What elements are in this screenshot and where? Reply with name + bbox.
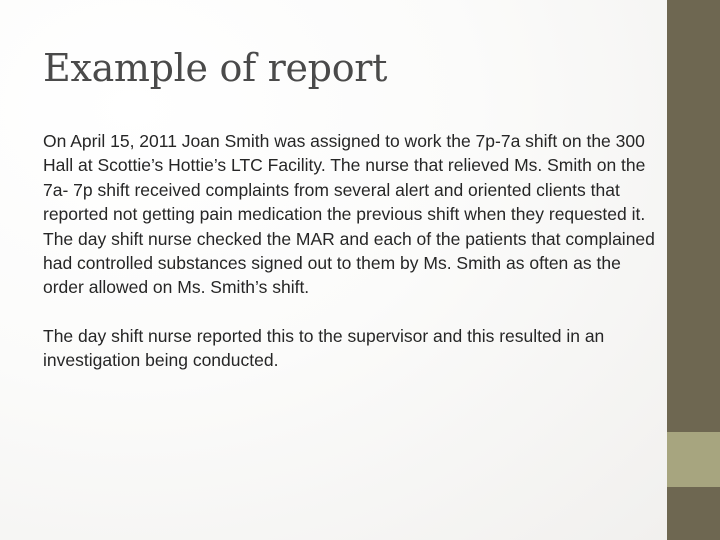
report-paragraph: On April 15, 2011 Joan Smith was assigned to work the 7p-7a shift on the 300 Hall at Scottie’s Hottie’s LTC Facility. The nurse that relieved Ms. Smith on the 7a- 7p shift received complaints from several alert and oriented clients that reported not getting pain medication the previous shift when they requested it. The day shift nurse checked the MAR and each of the patients that complained had controlled substances signed out to them by Ms. Smith as often as the order allowed on Ms. Smith’s shift.	[43, 131, 655, 298]
slide-title: Example of report	[43, 46, 388, 90]
slide-body	[43, 129, 655, 373]
side-accent-block	[667, 432, 720, 487]
report-paragraph: The day shift nurse reported this to the supervisor and this resulted in an investigation being conducted.	[43, 325, 605, 371]
